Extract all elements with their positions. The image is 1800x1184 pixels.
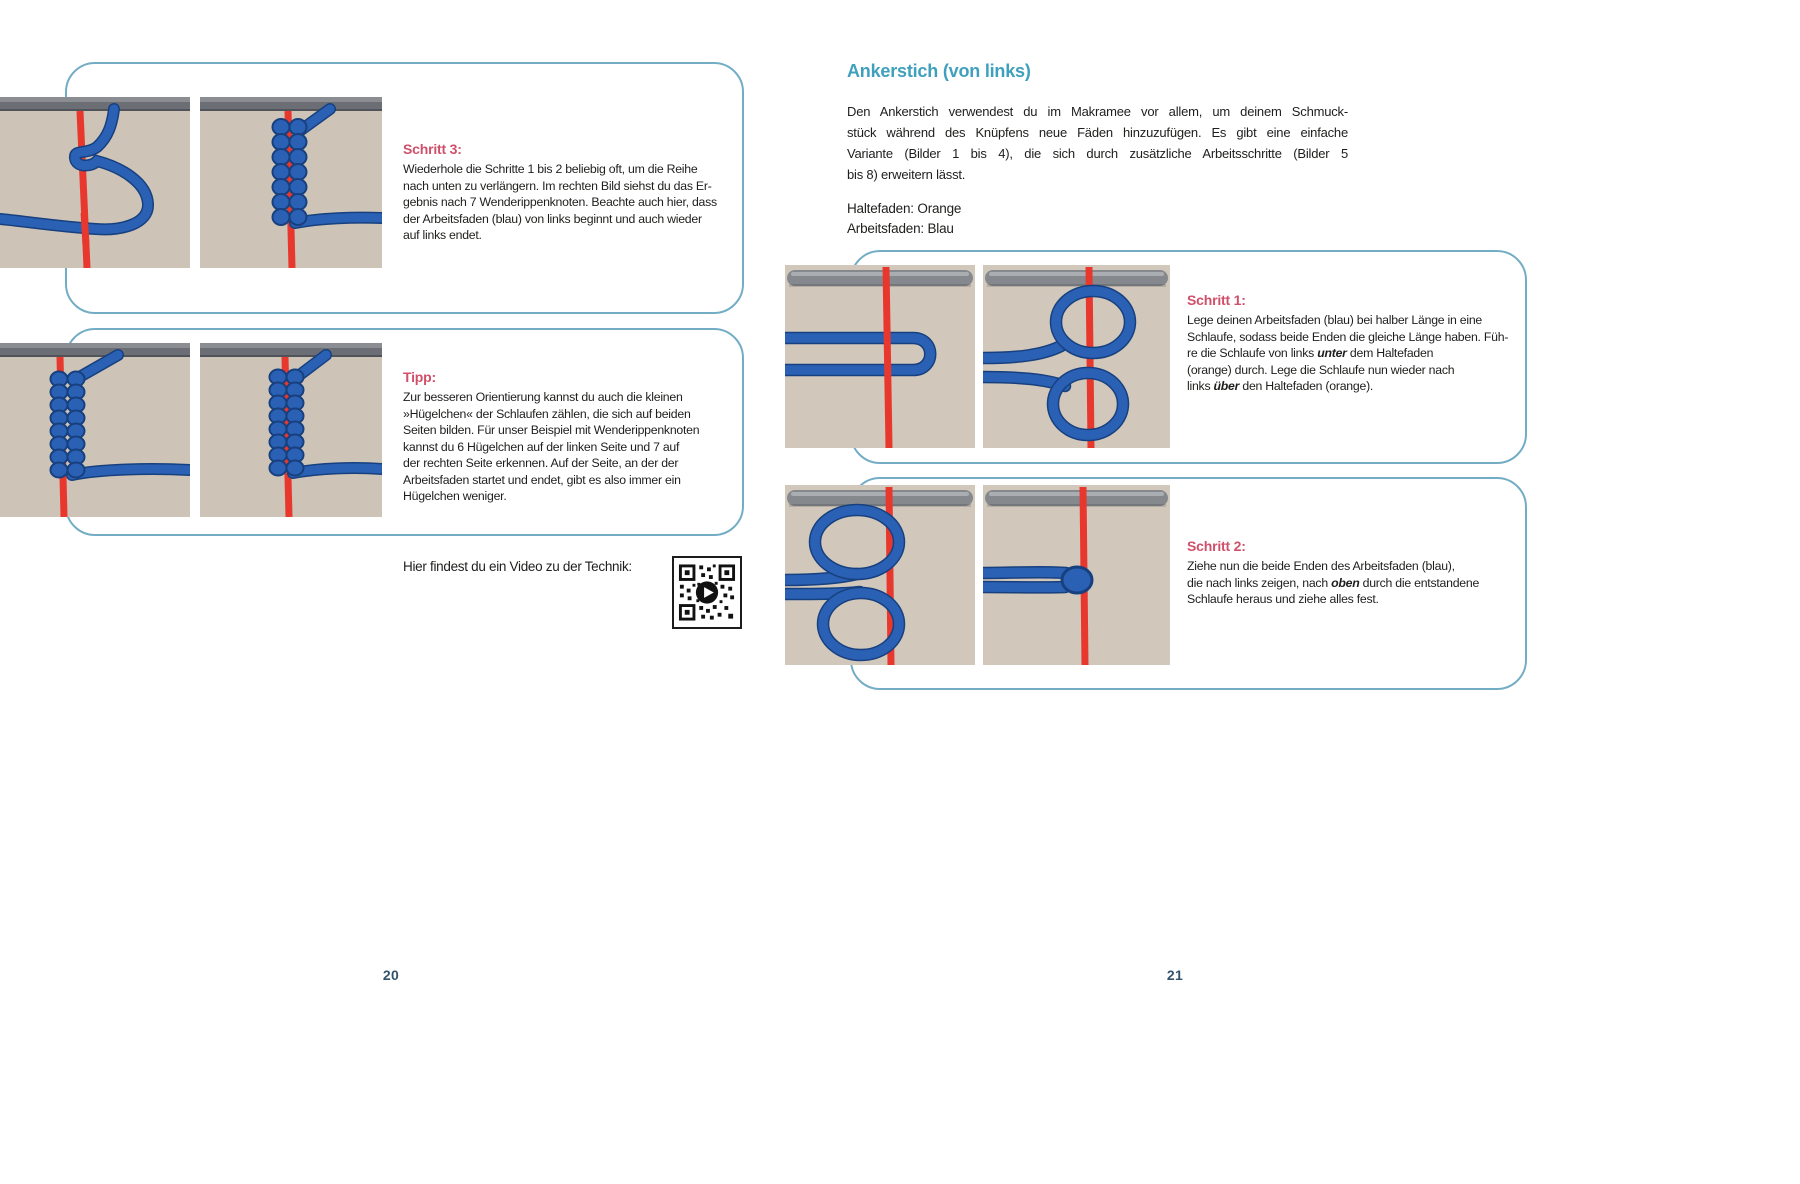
- knot-photo-illustration: [0, 343, 190, 517]
- photo-knot-column-right-view: [200, 343, 382, 517]
- page-number-right: 21: [1166, 967, 1184, 983]
- video-caption: Hier findest du ein Video zu der Technik:: [403, 559, 632, 574]
- knot-photo-illustration: [200, 343, 382, 517]
- photo-knot-column-left-view: [0, 343, 190, 517]
- step2-body: Ziehe nun die beide Enden des Arbeitsfaden (blau), die nach links zeigen, nach oben durch die entstandene Schlaufe heraus und ziehe alles fest.: [1187, 559, 1480, 606]
- knot-photo-illustration: [983, 485, 1170, 665]
- photo-knot-loop-start: [0, 97, 190, 268]
- photo-loop-over-cord: [983, 265, 1170, 448]
- intro-paragraph: Den Ankerstich verwendest du im Makramee vor allem, um deinem Schmuck- stück während des Knüpfens neue Fäden hinzuzufügen. Es gibt eine einfache Variante (Bilder 1 bis 4), die sich durch zusätzliche Arbeitsschritte (Bilder 5 bis 8) erweitern lässt.: [847, 104, 1348, 182]
- knot-photo-illustration: [983, 265, 1170, 448]
- working-cord-blue: [983, 572, 1066, 573]
- photo-hairpin-loop: [785, 265, 975, 448]
- photo-knot-column-7: [200, 97, 382, 268]
- qr-code-icon: [678, 562, 736, 623]
- tipp-heading: Tipp:: [403, 369, 436, 385]
- qr-code: [672, 556, 742, 629]
- working-cord-blue: [293, 468, 382, 473]
- anchor-knot: [1062, 567, 1092, 593]
- knot-photo-illustration: [200, 97, 382, 268]
- step3-heading: Schritt 3:: [403, 141, 462, 157]
- step3-text: [403, 141, 717, 244]
- step2-text: [1187, 538, 1479, 608]
- step2-heading: Schritt 2:: [1187, 538, 1246, 554]
- cord-legend: Haltefaden: Orange Arbeitsfaden: Blau: [847, 201, 962, 236]
- step1-body: Lege deinen Arbeitsfaden (blau) bei halber Länge in eine Schlaufe, sodass beide Enden die gleiche Länge haben. Füh- re die Schlaufe von links unter dem Haltefaden (orange) durch. Lege die Schlaufe nun wieder nach links über den Haltefaden (orange).: [1187, 313, 1509, 393]
- holding-cord-red: [886, 267, 889, 448]
- page-number-left: 20: [382, 967, 400, 983]
- knot-photo-illustration: [785, 265, 975, 448]
- step1-heading: Schritt 1:: [1187, 292, 1246, 308]
- knot-photo-illustration: [0, 97, 190, 268]
- knot-photo-illustration: [785, 485, 975, 665]
- photo-ends-through-loop: [785, 485, 975, 665]
- page-title: Ankerstich (von links): [847, 61, 1031, 81]
- step3-body: Wiederhole die Schritte 1 bis 2 beliebig oft, um die Reihe nach unten zu verlängern. Im rechten Bild siehst du das Er- gebnis nach 7 Wenderippenknoten. Beachte auch hier, dass der Arbeitsfaden (blau) von links beginnt und auch wieder auf links endet.: [403, 162, 717, 242]
- photo-tightened-knot: [983, 485, 1170, 665]
- step1-text: [1187, 292, 1508, 395]
- tipp-text: [403, 369, 699, 505]
- tipp-body: Zur besseren Orientierung kannst du auch die kleinen »Hügelchen« der Schlaufen zählen, die sich auf beiden Seiten bilden. Für unser Beispiel mit Wenderippenknoten kannst du 6 Hügelchen auf der linken Seite und 7 auf der rechten Seite erkennen. Auf der Seite, an der der Arbeitsfaden startet und endet, gibt es also immer ein Hügelchen weniger.: [403, 390, 700, 503]
